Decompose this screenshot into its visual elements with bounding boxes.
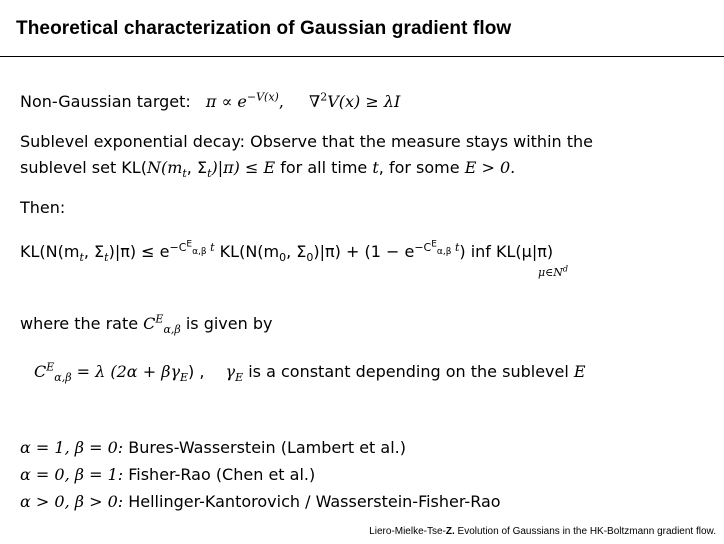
citation-footer: Liero-Mielke-Tse-Z. Evolution of Gaussians in the HK-Boltzmann gradient flow. — [369, 526, 716, 537]
title-divider — [0, 56, 724, 57]
main-inequality: $KL(N(m_t$, $\Sigma_t)|\pi) \le e^{-C^E_{\alpha,\beta} t}$ $KL(N(m_0$, $\Sigma_0)|\pi) + (1 - e^{-C^E_{\alpha,\beta} t})$ inf KL(μ|π) — [20, 239, 554, 265]
case-hellinger-kantorovich: α > 0, β > 0: Hellinger-Kantorovich / Wasserstein-Fisher-Rao — [20, 492, 501, 511]
inf-subscript: $\mu\in N^d$ — [538, 264, 569, 279]
rate-formula: $C^E_{\alpha,\beta} = \lambda$ $(2\alpha + \beta\gamma_E)$ , $\gamma_E$ is a constant depending on the sublevel E — [34, 360, 586, 385]
slide-title: Theoretical characterization of Gaussian gradient flow — [16, 18, 512, 39]
sublevel-line-1: Sublevel exponential decay: Observe that the measure stays within the — [20, 132, 593, 151]
sublevel-line-2: sublevel set $KL(N(m_t$, $\Sigma_t)|\pi) \le E$ for all time t, for some E > 0. — [20, 158, 516, 181]
case-bures-wasserstein: α = 1, β = 0: Bures-Wasserstein (Lambert et al.) — [20, 438, 406, 457]
case-fisher-rao: α = 0, β = 1: Fisher-Rao (Chen et al.) — [20, 465, 316, 484]
hessian-condition: ∇$^2$V(x) ≥ λI — [309, 90, 401, 111]
target-formula: $\pi \propto e^{-V(x)}$, — [205, 90, 284, 111]
then-label: Then: — [20, 198, 66, 217]
target-line — [20, 92, 400, 111]
target-label: Non-Gaussian target: — [20, 92, 191, 111]
rate-intro: where the rate $C^E_{\alpha,\beta}$ is given by — [20, 312, 273, 337]
